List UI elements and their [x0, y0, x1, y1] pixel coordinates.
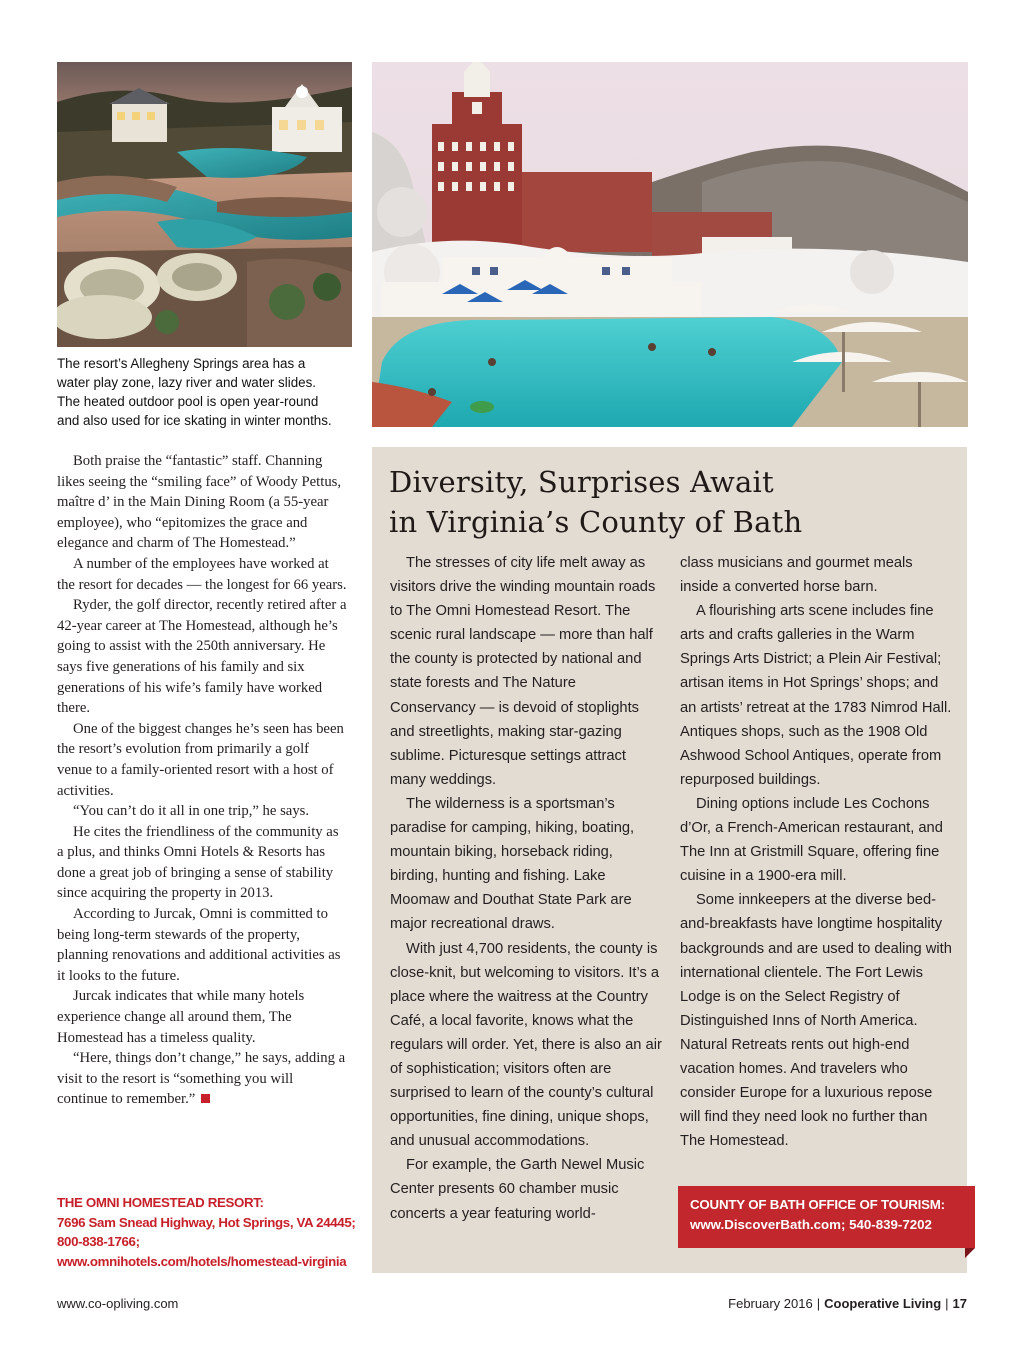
sidebar-paragraph: For example, the Garth Newel Music Center presents 60 chamber music concerts a year featuring world- — [390, 1157, 645, 1222]
caption-line: The resort’s Allegheny Springs area has a — [57, 356, 306, 371]
sidebar-paragraph: With just 4,700 residents, the county is close-knit, but welcoming to visitors. It’s a place where the waitress at the Country Café, a local favorite, knows what the regulars will order. Yet, there is also an air of sophistication; visitors often are surprised to learn of the county’s cultural opportunities, fine dining, unique shops, and unusual accommodations. — [390, 940, 662, 1150]
sidebar-headline — [389, 462, 949, 542]
sidebar-paragraph: The stresses of city life melt away as visitors drive the winding mountain roads to The Omni Homestead Resort. The scenic rural landscape — more than half the county is protected by national and state forests and The Nature Conservancy — is devoid of stoplights and streetlights, making star-gazing sublime. Picturesque settings attract many weddings. — [390, 555, 656, 788]
article-paragraph: He cites the friendliness of the community as a plus, and thinks Omni Hotels & Resorts has done a great job of bringing a sense of stability since acquiring the property in 2013. — [57, 823, 339, 902]
sidebar-paragraph: Dining options include Les Cochons d’Or, a French-American restaurant, and The Inn at Gristmill Square, offering fine cuisine in a 1900-era mill. — [680, 795, 943, 885]
footer-website: www.co-opliving.com — [57, 1296, 179, 1311]
tourism-office-details: www.DiscoverBath.com; 540-839-7202 — [690, 1217, 932, 1232]
resort-contact-label: THE OMNI HOMESTEAD RESORT: — [57, 1195, 264, 1210]
resort-contact-details: 7696 Sam Snead Highway, Hot Springs, VA 24445; 800-838-1766; www.omnihotels.com/hotels/homestead-virginia — [57, 1214, 356, 1269]
sidebar-paragraph: A flourishing arts scene includes fine arts and crafts galleries in the Warm Springs Arts District; a Plein Air Festival; artisan items in Hot Springs’ shops; and an artists’ retreat at the 1783 Nimrod Hall. Antiques shops, such as the 1908 Old Ashwood School Antiques, operate from repurposed buildings. — [680, 603, 952, 788]
article-paragraph: According to Jurcak, Omni is committed to being long-term stewards of the property, planning renovations and additional activities as it looks to the future. — [57, 906, 341, 984]
banner-fold-corner — [965, 1248, 975, 1258]
caption-line: The heated outdoor pool is open year-round — [57, 394, 319, 409]
footer-separator: | — [945, 1296, 949, 1311]
footer-folio — [728, 1296, 967, 1311]
tourism-office-label: COUNTY OF BATH OFFICE OF TOURISM: — [690, 1197, 945, 1212]
sidebar-column-1 — [390, 551, 662, 1226]
tourism-office-banner — [678, 1186, 975, 1248]
footer-magazine-name: Cooperative Living — [824, 1296, 942, 1311]
homestead-winter-pool-photo — [372, 62, 968, 427]
footer-page-number: 17 — [952, 1296, 967, 1311]
sidebar-column-2 — [680, 551, 952, 1153]
footer-date: February 2016 — [728, 1296, 813, 1311]
sidebar-paragraph: Some innkeepers at the diverse bed-and-breakfasts have longtime hospitality backgrounds and are used to dealing with international clientele. The Fort Lewis Lodge is on the Select Registry of Distinguished Inns of North America. Natural Retreats rents out high-end vacation homes. And travelers who consider Europe for a luxurious repose will find they need look no further than The Homestead. — [680, 892, 952, 1150]
footer-separator: | — [816, 1296, 821, 1311]
closing-quote-text: “Here, things don’t change,” he says, adding a visit to the resort is “something you will continue to remember.” — [57, 1050, 346, 1108]
article-paragraph-last — [57, 1048, 347, 1110]
article-paragraph: Jurcak indicates that while many hotels experience change all around them, The Homestead has a timeless quality. — [57, 988, 305, 1046]
headline-line-2: in Virginia’s County of Bath — [389, 505, 803, 539]
article-paragraph: Ryder, the golf director, recently retired after a 42-year career at The Homestead, although he’s going to assist with the 250th anniversary. He says five generations of his family and six generations of his wife’s family have worked there. — [57, 597, 347, 717]
sidebar-paragraph-continued: class musicians and gourmet meals inside a converted horse barn. — [680, 555, 913, 596]
headline-line-1: Diversity, Surprises Await — [389, 465, 774, 499]
resort-contact-info — [57, 1193, 357, 1271]
article-paragraph: Both praise the “fantastic” staff. Channing likes seeing the “smiling face” of Woody Pettus, maître d’ in the Main Dining Room (a 55-year employee), who “epitomizes the grace and elegance and charm of The Homestead.” — [57, 453, 342, 552]
caption-line: water play zone, lazy river and water slides. — [57, 375, 316, 390]
left-article-column — [57, 451, 347, 1110]
article-paragraph: “You can’t do it all in one trip,” he says. — [73, 803, 310, 820]
end-of-story-mark — [201, 1094, 210, 1103]
article-paragraph: One of the biggest changes he’s seen has been the resort’s evolution from primarily a golf venue to a family-oriented resort with a host of activities. — [57, 720, 344, 799]
photo-caption — [57, 354, 357, 430]
caption-line: and also used for ice skating in winter months. — [57, 413, 332, 428]
article-paragraph: A number of the employees have worked at the resort for decades — the longest for 66 years. — [57, 555, 347, 593]
sidebar-paragraph: The wilderness is a sportsman’s paradise for camping, hiking, boating, mountain biking, horseback riding, birding, hunting and fishing. Lake Moomaw and Douthat State Park are major recreational draws. — [390, 795, 635, 933]
allegheny-springs-photo — [57, 62, 352, 347]
